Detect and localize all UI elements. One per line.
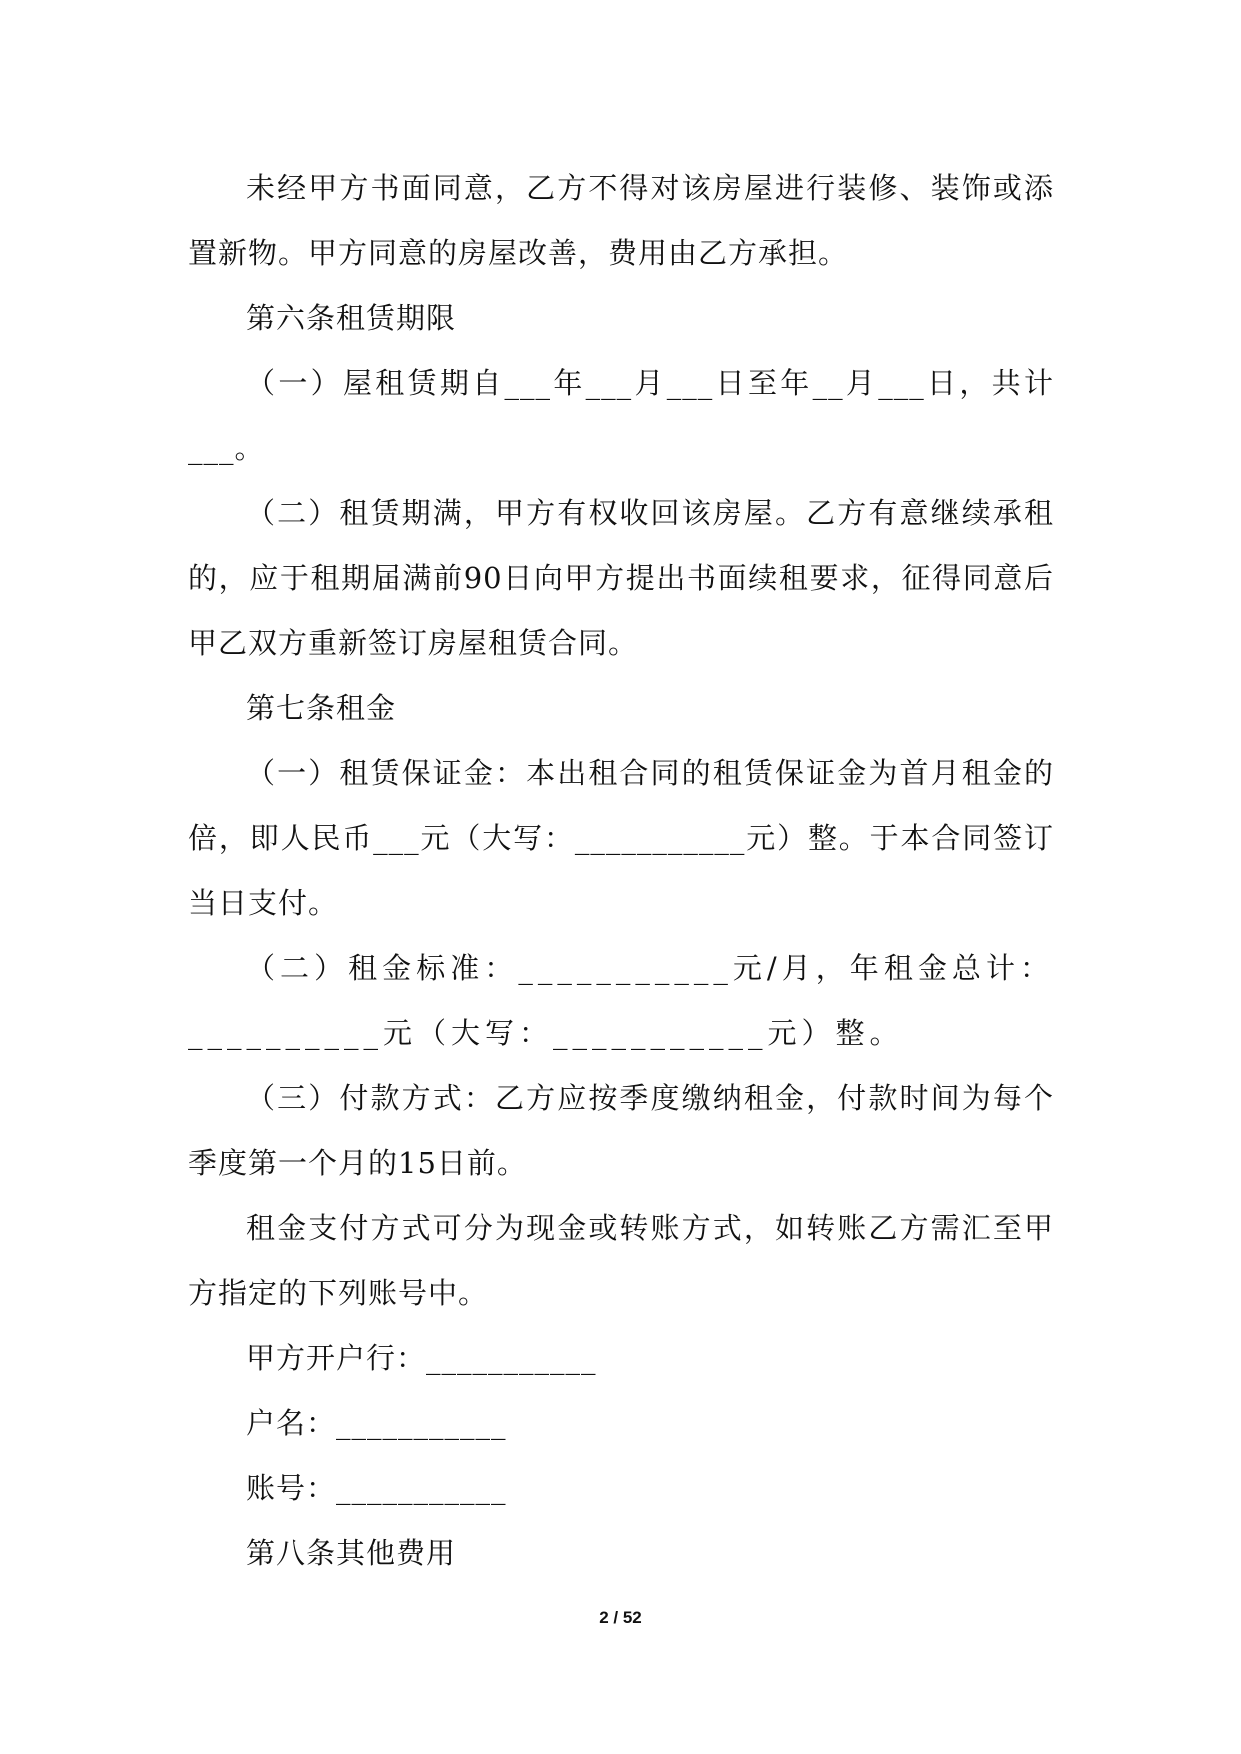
field-bank: 甲方开户行：___________ — [246, 1341, 597, 1375]
paragraph-lease-term: （一）屋租赁期自___年___月___日至年__月___日，共计___。 — [188, 366, 1054, 465]
page-number: 2 / 52 — [599, 1608, 642, 1627]
paragraph-payment-channel: 租金支付方式可分为现金或转账方式，如转账乙方需汇至甲方指定的下列账号中。 — [188, 1211, 1054, 1310]
paragraph-deposit: （一）租赁保证金：本出租合同的租赁保证金为首月租金的倍，即人民币___元（大写：___________元）整。于本合同签订当日支付。 — [188, 756, 1054, 920]
paragraph-renovation: 未经甲方书面同意，乙方不得对该房屋进行装修、装饰或添置新物。甲方同意的房屋改善，费用由乙方承担。 — [188, 171, 1054, 270]
heading-article-6: 第六条租赁期限 — [246, 301, 457, 335]
field-account-number: 账号：___________ — [246, 1471, 507, 1505]
heading-article-8: 第八条其他费用 — [246, 1536, 457, 1570]
paragraph-rent-standard: （二）租金标准：___________元/月，年租金总计：__________元（大写：___________元）整。 — [188, 951, 1054, 1050]
document-body — [188, 156, 1054, 1586]
heading-article-7: 第七条租金 — [246, 691, 397, 725]
paragraph-lease-renewal: （二）租赁期满，甲方有权收回该房屋。乙方有意继续承租的，应于租期届满前90日向甲方提出书面续租要求，征得同意后甲乙双方重新签订房屋租赁合同。 — [188, 496, 1054, 660]
paragraph-payment-method: （三）付款方式：乙方应按季度缴纳租金，付款时间为每个季度第一个月的15日前。 — [188, 1081, 1054, 1180]
field-account-name: 户名：___________ — [246, 1406, 507, 1440]
